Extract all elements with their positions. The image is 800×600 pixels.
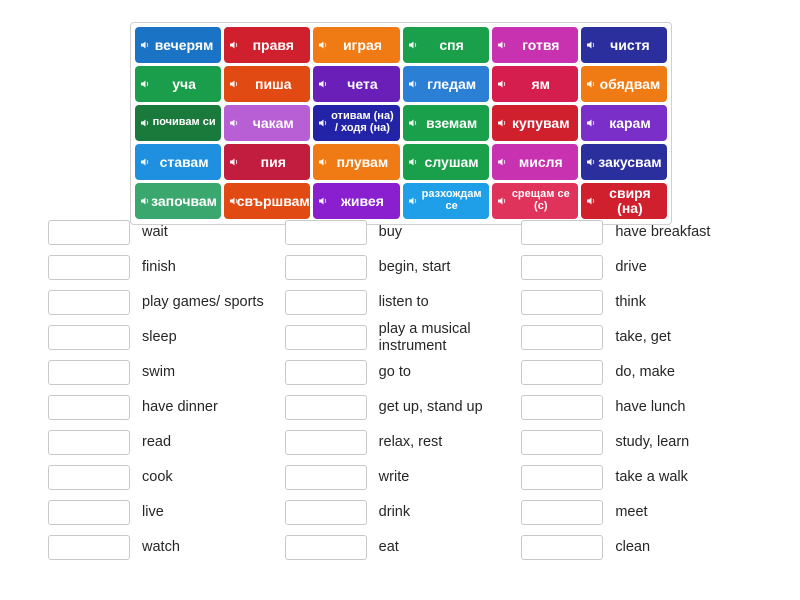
word-tile[interactable] [313, 66, 399, 102]
speaker-icon[interactable] [318, 196, 328, 206]
word-tile-label: ставам [159, 153, 209, 170]
speaker-icon[interactable] [408, 118, 418, 128]
answer-dropzone[interactable] [285, 325, 367, 350]
word-tile-label: започвам [151, 192, 218, 209]
answer-row [521, 460, 758, 495]
speaker-icon[interactable] [497, 118, 507, 128]
speaker-icon[interactable] [586, 196, 596, 206]
answer-label: begin, start [378, 259, 451, 276]
word-tile[interactable] [224, 27, 310, 63]
answer-row [48, 250, 285, 285]
answer-dropzone[interactable] [521, 500, 603, 525]
word-tile[interactable] [403, 144, 489, 180]
answer-dropzone[interactable] [285, 535, 367, 560]
speaker-icon[interactable] [229, 79, 239, 89]
answer-row [521, 425, 758, 460]
answer-dropzone[interactable] [521, 360, 603, 385]
speaker-icon[interactable] [497, 40, 507, 50]
answer-label: drink [378, 504, 411, 521]
speaker-icon[interactable] [140, 157, 150, 167]
word-tile[interactable] [224, 183, 310, 219]
word-tile-label: уча [172, 75, 196, 92]
word-bank-row [135, 105, 667, 141]
speaker-icon[interactable] [318, 118, 328, 128]
word-tile[interactable] [581, 183, 667, 219]
answer-row [521, 215, 758, 250]
answer-label: relax, rest [378, 434, 443, 451]
word-tile[interactable] [403, 27, 489, 63]
word-tile[interactable] [135, 183, 221, 219]
answer-label: take a walk [615, 469, 688, 486]
answer-dropzone[interactable] [521, 290, 603, 315]
word-tile-label: чистя [610, 36, 650, 53]
answer-dropzone[interactable] [521, 535, 603, 560]
answer-label: study, learn [615, 434, 690, 451]
answer-label: eat [378, 539, 399, 556]
word-tile-label: слушам [424, 153, 479, 170]
word-tile-label: пия [260, 153, 286, 170]
speaker-icon[interactable] [318, 79, 328, 89]
answer-label: think [615, 294, 646, 311]
answer-label: write [378, 469, 410, 486]
word-tile[interactable] [135, 27, 221, 63]
answer-label: get up, stand up [378, 399, 483, 416]
word-tile[interactable] [313, 144, 399, 180]
answer-label: do, make [615, 364, 675, 381]
word-tile[interactable] [135, 105, 221, 141]
speaker-icon[interactable] [586, 157, 596, 167]
answer-row [285, 460, 522, 495]
speaker-icon[interactable] [318, 157, 328, 167]
speaker-icon[interactable] [408, 79, 418, 89]
word-tile[interactable] [492, 144, 578, 180]
word-tile[interactable] [403, 66, 489, 102]
answer-dropzone[interactable] [48, 220, 130, 245]
word-tile[interactable] [581, 27, 667, 63]
answer-row [48, 460, 285, 495]
word-tile[interactable] [492, 105, 578, 141]
answer-label: go to [378, 364, 411, 381]
answer-dropzone[interactable] [521, 395, 603, 420]
answer-row [48, 355, 285, 390]
answer-row [48, 285, 285, 320]
answer-column [521, 215, 758, 565]
word-tile-label: чета [347, 75, 378, 92]
speaker-icon[interactable] [497, 196, 507, 206]
answer-dropzone[interactable] [521, 430, 603, 455]
answer-dropzone[interactable] [285, 430, 367, 455]
speaker-icon[interactable] [140, 196, 150, 206]
word-tile-label: правя [252, 36, 294, 53]
word-tile-label: ям [531, 75, 551, 92]
answer-row [285, 355, 522, 390]
word-tile-label: мисля [518, 153, 563, 170]
word-tile-label: свиря (на) [609, 185, 651, 216]
speaker-icon[interactable] [586, 40, 596, 50]
speaker-icon[interactable] [229, 157, 239, 167]
answer-dropzone[interactable] [521, 465, 603, 490]
answer-label: finish [142, 259, 176, 276]
answer-dropzone[interactable] [48, 395, 130, 420]
word-tile[interactable] [403, 183, 489, 219]
word-bank-row [135, 183, 667, 219]
answer-label: live [142, 504, 164, 521]
answer-label: clean [615, 539, 651, 556]
word-tile-label: обядвам [599, 75, 661, 92]
speaker-icon[interactable] [229, 118, 239, 128]
answer-label: play games/ sports [142, 294, 264, 311]
speaker-icon[interactable] [408, 157, 418, 167]
answer-label: watch [142, 539, 180, 556]
answer-dropzone[interactable] [48, 290, 130, 315]
answer-dropzone[interactable] [285, 465, 367, 490]
answer-dropzone[interactable] [48, 535, 130, 560]
word-tile-label: чакам [252, 114, 294, 131]
answer-dropzone[interactable] [285, 360, 367, 385]
answer-dropzone[interactable] [48, 430, 130, 455]
answer-dropzone[interactable] [48, 325, 130, 350]
word-tile[interactable] [135, 144, 221, 180]
word-tile[interactable] [403, 105, 489, 141]
speaker-icon[interactable] [140, 118, 150, 128]
answer-row [521, 250, 758, 285]
word-bank [130, 22, 672, 225]
answer-row [521, 320, 758, 355]
answer-label: take, get [615, 329, 671, 346]
answer-row [285, 390, 522, 425]
answer-row [48, 425, 285, 460]
answer-dropzone[interactable] [285, 290, 367, 315]
answer-row [285, 285, 522, 320]
word-tile[interactable] [224, 105, 310, 141]
answer-label: buy [378, 224, 403, 241]
answer-dropzone[interactable] [48, 500, 130, 525]
answer-dropzone[interactable] [285, 220, 367, 245]
speaker-icon[interactable] [586, 79, 596, 89]
word-tile-label: пиша [254, 75, 292, 92]
answer-row [521, 390, 758, 425]
answer-dropzone[interactable] [285, 395, 367, 420]
answer-row [285, 530, 522, 565]
word-tile-label: свършвам [236, 192, 310, 209]
answer-dropzone[interactable] [48, 255, 130, 280]
word-tile[interactable] [313, 105, 399, 141]
word-tile-label: плувам [336, 153, 389, 170]
word-tile[interactable] [313, 27, 399, 63]
answer-row [285, 215, 522, 250]
speaker-icon[interactable] [497, 157, 507, 167]
answer-row [48, 495, 285, 530]
answer-dropzone[interactable] [521, 255, 603, 280]
answer-label: cook [142, 469, 173, 486]
answer-row [48, 390, 285, 425]
speaker-icon[interactable] [586, 118, 596, 128]
speaker-icon[interactable] [229, 40, 239, 50]
answer-row [521, 495, 758, 530]
answer-row [285, 495, 522, 530]
word-tile-label: гледам [427, 75, 477, 92]
word-tile[interactable] [581, 105, 667, 141]
answer-label: listen to [378, 294, 429, 311]
answer-label: have breakfast [615, 224, 711, 241]
word-bank-row [135, 66, 667, 102]
word-tile[interactable] [492, 27, 578, 63]
word-tile-label: вземам [425, 114, 478, 131]
speaker-icon[interactable] [140, 40, 150, 50]
answer-dropzone[interactable] [521, 220, 603, 245]
word-tile-label: купувам [511, 114, 570, 131]
answer-row [521, 285, 758, 320]
speaker-icon[interactable] [229, 196, 239, 206]
answer-dropzone[interactable] [48, 465, 130, 490]
word-tile-label: вечерям [154, 36, 214, 53]
speaker-icon[interactable] [408, 196, 418, 206]
answer-column [285, 215, 522, 565]
word-bank-row [135, 27, 667, 63]
word-bank-row [135, 144, 667, 180]
answer-label: have dinner [142, 399, 218, 416]
word-tile-label: срещам се (с) [511, 188, 570, 212]
answer-label: read [142, 434, 172, 451]
answer-label: have lunch [615, 399, 686, 416]
word-tile[interactable] [492, 183, 578, 219]
answer-label: swim [142, 364, 176, 381]
answer-row [48, 215, 285, 250]
word-tile-label: закусвам [598, 153, 662, 170]
word-tile[interactable] [581, 66, 667, 102]
speaker-icon[interactable] [140, 79, 150, 89]
word-tile-label: готвя [522, 36, 560, 53]
answer-row [285, 250, 522, 285]
answer-dropzone[interactable] [521, 325, 603, 350]
speaker-icon[interactable] [318, 40, 328, 50]
word-tile[interactable] [224, 144, 310, 180]
answer-row [285, 425, 522, 460]
word-tile-label: спя [439, 36, 464, 53]
answer-row [285, 320, 522, 355]
word-tile[interactable] [135, 66, 221, 102]
answer-label: sleep [142, 329, 177, 346]
word-tile[interactable] [313, 183, 399, 219]
word-tile-label: отивам (на) / ходя (на) [331, 110, 394, 134]
speaker-icon[interactable] [408, 40, 418, 50]
word-tile-label: почивам си [152, 116, 216, 129]
answer-label: play a musical instrument [378, 321, 471, 354]
answer-list [48, 215, 758, 565]
word-tile[interactable] [224, 66, 310, 102]
answer-row [521, 530, 758, 565]
speaker-icon[interactable] [497, 79, 507, 89]
answer-label: meet [615, 504, 648, 521]
word-tile-label: карам [609, 114, 651, 131]
answer-dropzone[interactable] [285, 255, 367, 280]
word-tile[interactable] [492, 66, 578, 102]
word-tile[interactable] [581, 144, 667, 180]
answer-row [48, 530, 285, 565]
answer-label: drive [615, 259, 647, 276]
answer-row [48, 320, 285, 355]
answer-label: wait [142, 224, 168, 241]
word-tile-label: разхождам се [421, 188, 482, 212]
answer-column [48, 215, 285, 565]
answer-row [521, 355, 758, 390]
answer-dropzone[interactable] [48, 360, 130, 385]
answer-dropzone[interactable] [285, 500, 367, 525]
word-tile-label: играя [342, 36, 382, 53]
word-tile-label: живея [340, 192, 384, 209]
